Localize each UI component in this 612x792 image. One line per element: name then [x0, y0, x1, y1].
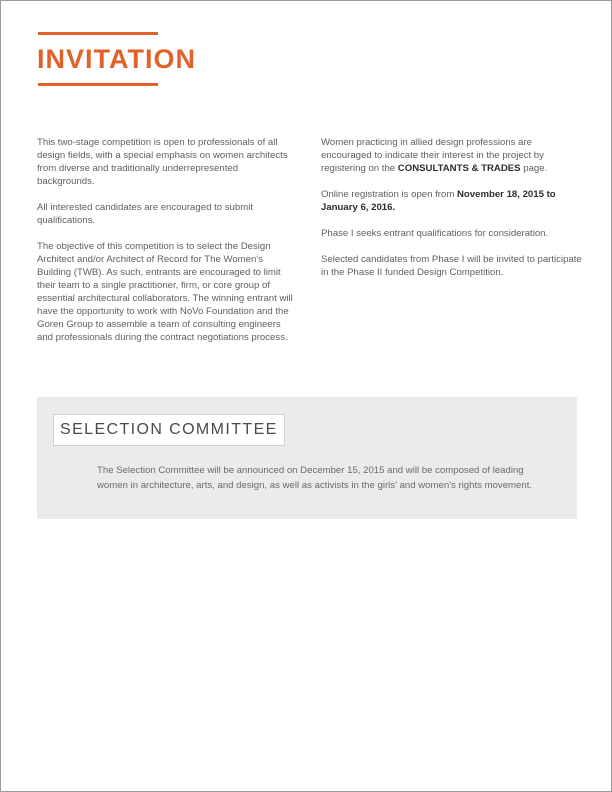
left-column [37, 136, 293, 357]
selection-committee-text: The Selection Committee will be announced on December 15, 2015 and will be composed of leading women in architecture, arts, and design, as well as activists in the girls' and women's rights movement. [97, 465, 533, 491]
title-rule-bottom [38, 83, 158, 86]
right-paragraph-2 [321, 188, 583, 214]
right-paragraph-1-tail: page. [520, 163, 548, 174]
right-paragraph-4: Selected candidates from Phase I will be invited to participate in the Phase II funded Design Competition. [321, 254, 582, 278]
left-paragraph-1: This two-stage competition is open to professionals of all design fields, with a special emphasis on women architects from diverse and traditionally underrepresented backgrounds. [37, 137, 288, 187]
left-paragraph-2: All interested candidates are encouraged to submit qualifications. [37, 202, 253, 226]
right-paragraph-3: Phase I seeks entrant qualifications for consideration. [321, 228, 549, 239]
consultants-trades-link[interactable]: CONSULTANTS & TRADES [397, 163, 521, 174]
selection-committee-heading: SELECTION COMMITTEE [53, 414, 285, 446]
title-rule-top [38, 32, 158, 35]
right-paragraph-1 [321, 136, 583, 175]
registration-dates: November 18, 2015 to January 6, 2016. [321, 189, 556, 213]
right-column [321, 136, 583, 292]
right-paragraph-1-text: Women practicing in allied design professions are encouraged to indicate their interest in the project by registering on the [321, 137, 544, 174]
selection-committee-panel [37, 397, 577, 519]
left-paragraph-3: The objective of this competition is to select the Design Architect and/or Architect of Record for The Women's Building (TWB). As such, entrants are encouraged to limit their team to a single practitioner, firm, or core group of essential architectural collaborators. The winning entrant will have the opportunity to work with NoVo Foundation and the Goren Group to assemble a team of consulting engineers and professionals during the contract negotiations process. [37, 241, 293, 343]
registration-text: Online registration is open from [321, 189, 457, 200]
page-title: INVITATION [37, 44, 196, 74]
